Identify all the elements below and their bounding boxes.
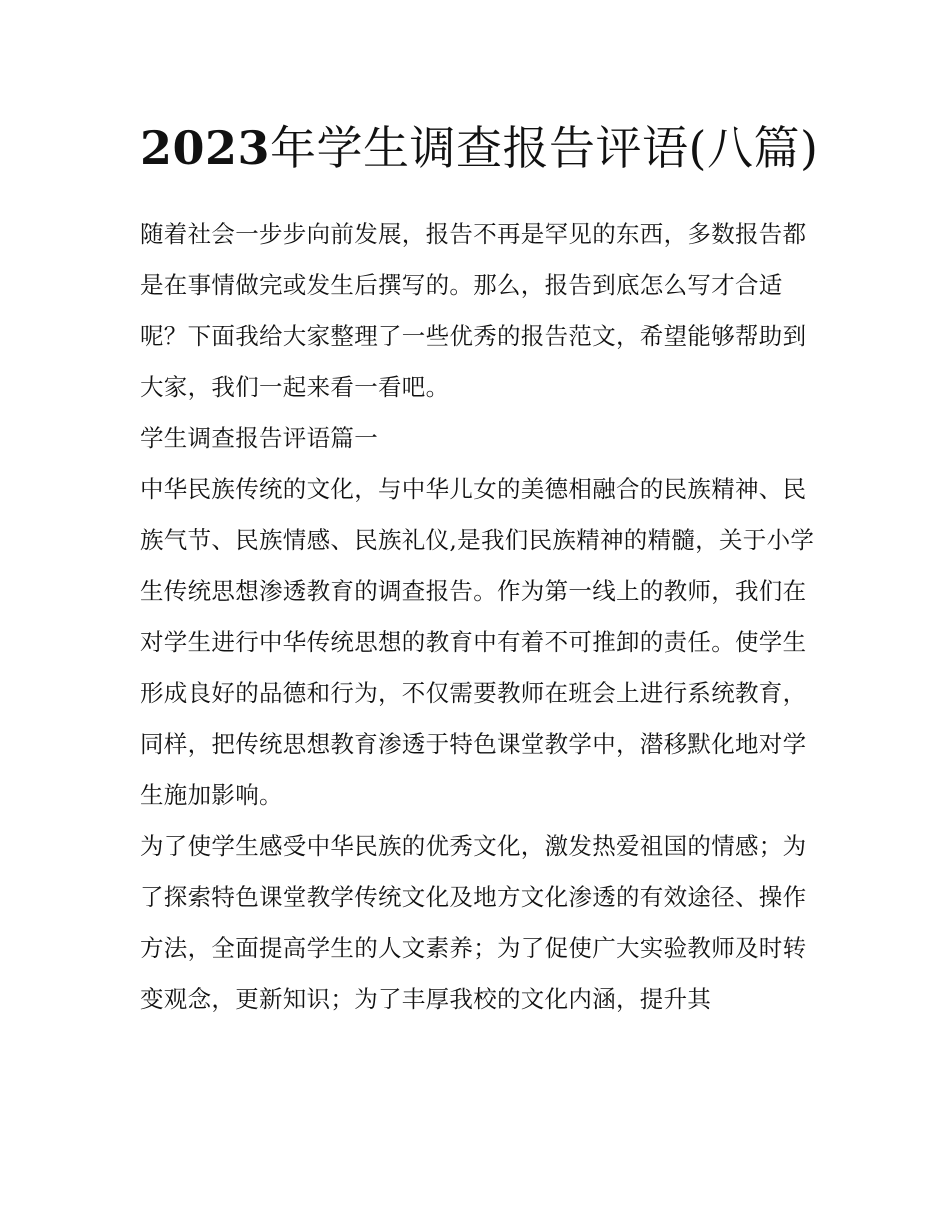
body-paragraph: 为了使学生感受中华民族的优秀文化，激发热爱祖国的情感；为了探索特色课堂教学传统文化及地方文化渗透的有效途径、操作方法，全面提高学生的人文素养；为了促使广大实验教师及时转变观念，更新知识；为了丰厚我校的文化内涵，提升其 xyxy=(140,832,807,1013)
title-year: 2023 xyxy=(140,121,271,175)
document-content xyxy=(140,112,820,1025)
document-title xyxy=(140,112,820,184)
intro-paragraph: 随着社会一步步向前发展，报告不再是罕见的东西，多数报告都是在事情做完或发生后撰写的。那么，报告到底怎么写才合适呢？下面我给大家整理了一些优秀的报告范文，希望能够帮助到大家，我们一起来看一看吧。 xyxy=(140,220,807,401)
title-text: 年学生调查报告评语(八篇) xyxy=(270,121,819,175)
body-paragraph: 中华民族传统的文化，与中华儿女的美德相融合的民族精神、民族气节、民族情感、民族礼仪,是我们民族精神的精髓，关于小学生传统思想渗透教育的调查报告。作为第一线上的教师，我们在对学生进行中华传统思想的教育中有着不可推卸的责任。使学生形成良好的品德和行为，不仅需要教师在班会上进行系统教育，同样，把传统思想教育渗透于特色课堂教学中，潜移默化地对学生施加影响。 xyxy=(140,475,815,809)
section-heading: 学生调查报告评语篇一 xyxy=(140,424,378,452)
